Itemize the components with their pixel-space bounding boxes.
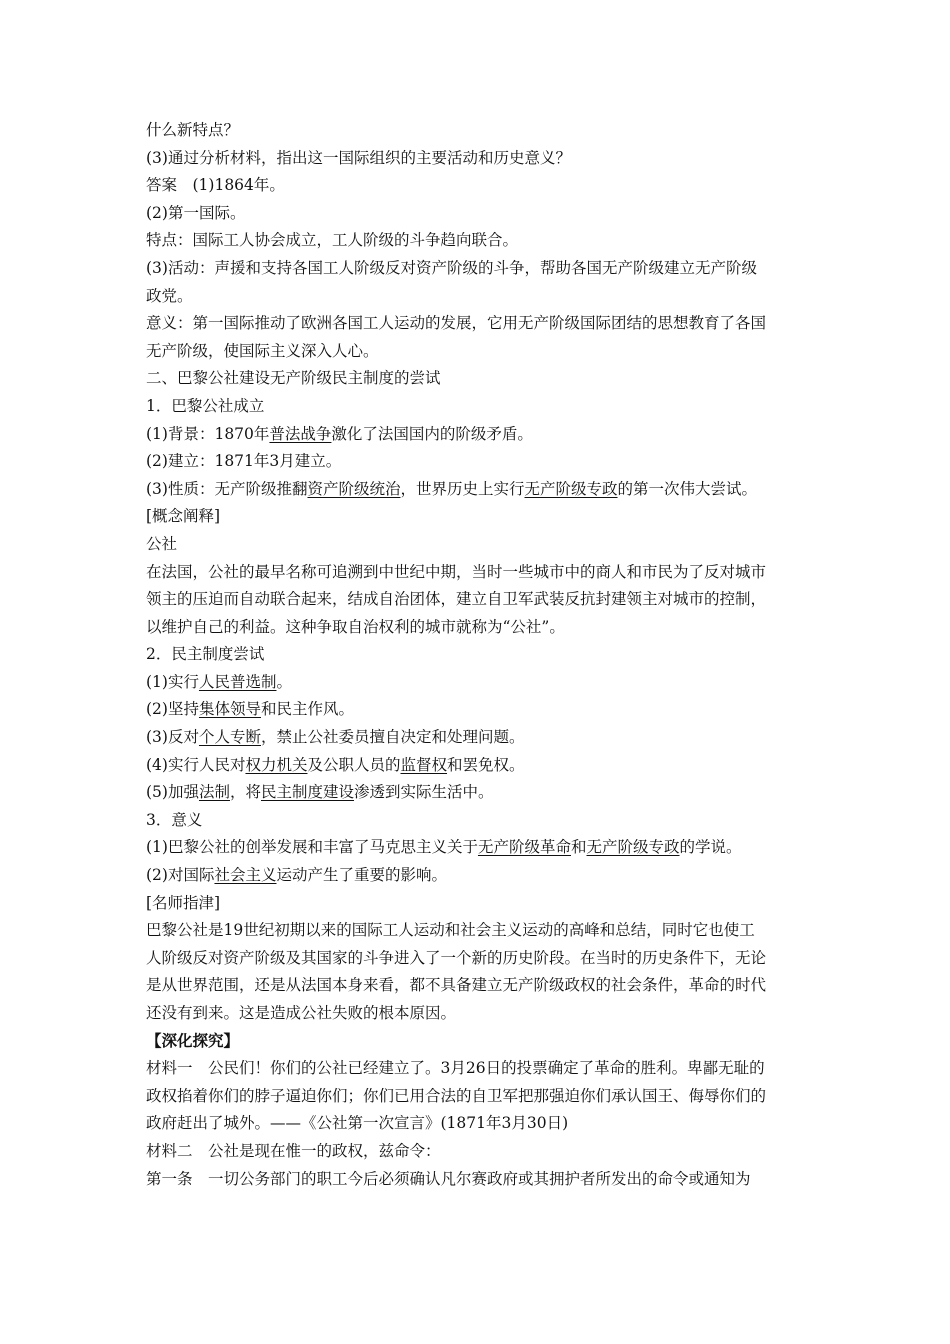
text-span: 的第一次伟大尝试。 bbox=[617, 479, 758, 498]
text-line bbox=[146, 752, 826, 780]
text-line bbox=[146, 779, 826, 807]
text-span: 领主的压迫而自动联合起来，结成自治团体，建立自卫军武装反抗封建领主对城市的控制， bbox=[146, 590, 767, 609]
text-line bbox=[146, 421, 826, 449]
text-span: (2)第一国际。 bbox=[146, 203, 246, 222]
text-span: (2)建立：1871年3月建立。 bbox=[146, 452, 342, 471]
text-line bbox=[146, 862, 826, 890]
text-line bbox=[146, 255, 826, 283]
text-line bbox=[146, 972, 826, 1000]
text-line bbox=[146, 641, 826, 669]
text-span: 在法国，公社的最早名称可追溯到中世纪中期，当时一些城市中的商人和市民为了反对城市 bbox=[146, 562, 767, 581]
section-heading: 【深化探究】 bbox=[146, 1031, 240, 1050]
text-span: (1)巴黎公社的创举发展和丰富了马克思主义关于 bbox=[146, 838, 478, 857]
text-span: 意义：第一国际推动了欧洲各国工人运动的发展，它用无产阶级国际团结的思想教育了各国 bbox=[146, 314, 767, 333]
text-line bbox=[146, 365, 826, 393]
text-line bbox=[146, 696, 826, 724]
text-line bbox=[146, 283, 826, 311]
underlined-key-term: 监督权 bbox=[400, 755, 448, 774]
text-span: (1)背景：1870年 bbox=[146, 424, 270, 443]
underlined-key-term: 集体领导 bbox=[198, 700, 261, 719]
text-line bbox=[146, 614, 826, 642]
text-span: 政党。 bbox=[146, 286, 193, 305]
text-span: 还没有到来。这是造成公社失败的根本原因。 bbox=[146, 1004, 457, 1022]
text-span: (1)实行 bbox=[146, 672, 199, 691]
text-line bbox=[146, 1055, 826, 1083]
text-span: (2)对国际 bbox=[146, 866, 215, 885]
text-span: (3)性质：无产阶级推翻 bbox=[146, 479, 308, 498]
text-span: 政府赶出了城外。——《公社第一次宣言》(1871年3月30日) bbox=[146, 1114, 569, 1133]
text-line bbox=[146, 145, 826, 173]
text-span: 是从世界范围，还是从法国本身来看，都不具备建立无产阶级政权的社会条件，革命的时代 bbox=[146, 976, 767, 995]
text-span: 的学说。 bbox=[679, 838, 742, 857]
text-line bbox=[146, 1138, 826, 1166]
text-span: ，禁止公社委员擅自决定和处理问题。 bbox=[260, 728, 525, 747]
text-span: 无产阶级，使国际主义深入人心。 bbox=[146, 341, 379, 360]
text-span: 。 bbox=[276, 672, 292, 691]
text-line bbox=[146, 945, 826, 973]
text-span: [概念阐释] bbox=[146, 507, 221, 526]
text-line bbox=[146, 476, 826, 504]
underlined-key-term: 个人专断 bbox=[198, 728, 261, 747]
text-line bbox=[146, 172, 826, 200]
text-line bbox=[146, 807, 826, 835]
text-span: 政权掐着你们的脖子逼迫你们；你们已用合法的自卫军把那强迫你们承认国王、侮辱你们的 bbox=[146, 1086, 767, 1105]
text-line bbox=[146, 531, 826, 559]
text-line bbox=[146, 503, 826, 531]
text-line bbox=[146, 917, 826, 945]
text-span: [名师指津] bbox=[146, 893, 221, 912]
text-span: 及公职人员的 bbox=[307, 755, 401, 774]
underlined-key-term: 无产阶级专政 bbox=[586, 838, 680, 857]
text-span: (2)坚持 bbox=[146, 700, 199, 719]
text-line bbox=[146, 1000, 826, 1028]
text-line bbox=[146, 586, 826, 614]
text-span: 二、巴黎公社建设无产阶级民主制度的尝试 bbox=[146, 369, 441, 388]
text-span: 1．巴黎公社成立 bbox=[146, 396, 265, 415]
text-span: 3．意义 bbox=[146, 810, 203, 829]
text-span: 渗透到实际生活中。 bbox=[354, 783, 494, 802]
text-line bbox=[146, 669, 826, 697]
text-line bbox=[146, 724, 826, 752]
underlined-key-term: 人民普选制 bbox=[198, 672, 277, 691]
text-line bbox=[146, 1028, 826, 1056]
text-span: 运动产生了重要的影响。 bbox=[276, 866, 447, 885]
underlined-key-term: 普法战争 bbox=[269, 424, 332, 443]
underlined-key-term: 社会主义 bbox=[214, 866, 277, 885]
text-span: 巴黎公社是19世纪初期以来的国际工人运动和社会主义运动的高峰和总结，同时它也使工 bbox=[146, 921, 755, 940]
text-span: (3)反对 bbox=[146, 728, 199, 747]
text-line bbox=[146, 559, 826, 587]
text-line bbox=[146, 310, 826, 338]
text-span: 和 bbox=[570, 838, 587, 857]
underlined-key-term: 资产阶级统治 bbox=[307, 479, 401, 498]
text-line bbox=[146, 393, 826, 421]
text-span: (3)活动：声援和支持各国工人阶级反对资产阶级的斗争，帮助各国无产阶级建立无产阶级 bbox=[146, 258, 757, 277]
text-span: 人阶级反对资产阶级及其国家的斗争进入了一个新的历史阶段。在当时的历史条件下，无论 bbox=[146, 948, 767, 967]
underlined-key-term: 法制 bbox=[198, 783, 230, 802]
text-span: (3)通过分析材料，指出这一国际组织的主要活动和历史意义？ bbox=[146, 148, 571, 167]
document-body bbox=[146, 117, 826, 1193]
text-span: 材料二 公社是现在惟一的政权，兹命令： bbox=[146, 1141, 441, 1160]
text-span: 2．民主制度尝试 bbox=[146, 645, 265, 664]
text-span: 什么新特点？ bbox=[146, 121, 240, 139]
text-span: 激化了法国国内的阶级矛盾。 bbox=[331, 424, 533, 443]
text-span: (4)实行人民对 bbox=[146, 755, 246, 774]
underlined-key-term: 无产阶级革命 bbox=[477, 838, 571, 857]
text-span: 公社 bbox=[146, 534, 178, 553]
text-span: ，世界历史上实行 bbox=[400, 479, 525, 498]
underlined-key-term: 无产阶级专政 bbox=[524, 479, 618, 498]
text-line bbox=[146, 200, 826, 228]
text-span: 答案 (1)1864年。 bbox=[146, 176, 285, 195]
text-line bbox=[146, 338, 826, 366]
underlined-key-term: 民主制度建设 bbox=[261, 783, 355, 802]
text-span: (5)加强 bbox=[146, 783, 199, 802]
text-line bbox=[146, 117, 826, 145]
text-span: 和罢免权。 bbox=[447, 755, 525, 774]
text-line bbox=[146, 1166, 826, 1194]
text-span: ，将 bbox=[229, 783, 261, 802]
text-line bbox=[146, 1083, 826, 1111]
text-line bbox=[146, 227, 826, 255]
text-line bbox=[146, 890, 826, 918]
text-line bbox=[146, 834, 826, 862]
text-line bbox=[146, 448, 826, 476]
text-line bbox=[146, 1110, 826, 1138]
text-span: 和民主作风。 bbox=[260, 700, 354, 719]
text-span: 第一条 一切公务部门的职工今后必须确认凡尔赛政府或其拥护者所发出的命令或通知为 bbox=[146, 1169, 751, 1188]
underlined-key-term: 权力机关 bbox=[245, 755, 308, 774]
text-span: 材料一 公民们！你们的公社已经建立了。3月26日的投票确定了革命的胜利。卑鄙无耻的 bbox=[146, 1059, 765, 1078]
text-span: 以维护自己的利益。这种争取自治权利的城市就称为“公社”。 bbox=[146, 617, 565, 636]
text-span: 特点：国际工人协会成立，工人阶级的斗争趋向联合。 bbox=[146, 231, 519, 250]
